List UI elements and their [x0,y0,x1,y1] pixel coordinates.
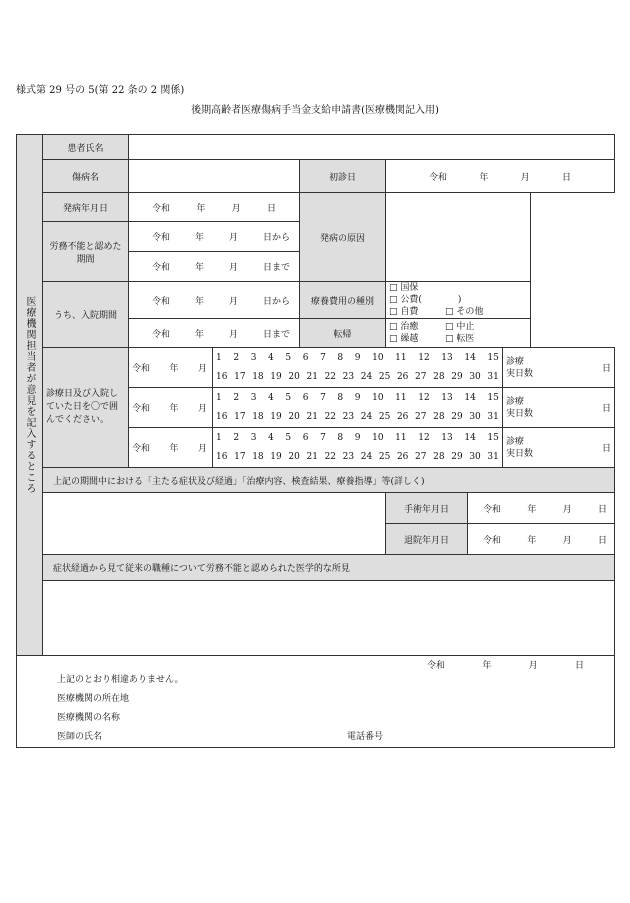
day-number[interactable]: 25 [378,411,391,422]
day-row-b [216,368,499,387]
checkbox-kouhi[interactable]: □ 公費( ) [389,295,462,305]
day-number[interactable]: 27 [415,411,427,422]
day-number[interactable]: 25 [378,371,391,382]
medical-opinion-header: 症状経過から見て従来の職種について労務不能と認められた医学的な所見 [43,555,615,581]
day-number[interactable]: 9 [354,392,361,403]
day-number[interactable]: 18 [252,411,264,422]
day-number[interactable]: 29 [451,371,463,382]
day-number[interactable]: 17 [234,411,246,422]
day-number[interactable]: 28 [433,371,445,382]
day-number[interactable]: 20 [288,371,300,382]
day-number[interactable]: 13 [441,432,453,443]
discharge-date-field[interactable]: 令和 年 月 日 [468,524,615,555]
day-number[interactable]: 22 [324,371,337,382]
day-number[interactable]: 13 [441,352,453,363]
day-number[interactable]: 15 [487,392,499,403]
incapacity-from[interactable]: 令和 年 月 日から [129,222,300,252]
day-number[interactable]: 31 [487,371,499,382]
day-number[interactable]: 2 [233,392,240,403]
month-3[interactable]: 令和 年 月 [129,428,213,468]
day-number[interactable]: 26 [396,371,409,382]
day-number[interactable]: 23 [342,411,355,422]
day-number[interactable]: 28 [433,451,445,462]
day-number[interactable]: 27 [415,371,427,382]
day-number[interactable]: 5 [285,352,292,363]
day-number[interactable]: 15 [487,352,499,363]
day-number[interactable]: 7 [320,352,326,363]
treatment-days-3[interactable]: 診療 実日数 日 [503,428,615,468]
day-number[interactable]: 29 [451,411,463,422]
incapacity-period-label: 労務不能と認めた期間 [43,222,129,282]
day-number[interactable]: 5 [285,432,292,443]
day-number[interactable]: 14 [464,352,476,363]
day-number[interactable]: 21 [306,371,318,382]
day-number[interactable]: 11 [395,432,407,443]
day-number[interactable]: 16 [216,411,228,422]
cost-type-label: 療養費用の種別 [300,282,386,319]
onset-date-label: 発病年月日 [43,193,129,222]
day-number[interactable]: 15 [487,432,499,443]
day-number[interactable]: 7 [320,392,326,403]
day-number[interactable]: 12 [418,352,430,363]
checkbox-chiyu[interactable]: □ 治癒 [389,322,419,332]
day-number[interactable]: 12 [418,432,430,443]
day-number[interactable]: 4 [268,432,274,443]
day-number[interactable]: 23 [342,451,355,462]
day-number[interactable]: 29 [451,451,463,462]
phone-label: 電話番号 [347,732,384,742]
patient-name-field[interactable] [129,135,615,160]
page-title: 後期高齢者医療傷病手当金支給申請書(医療機関記入用) [191,105,439,116]
application-form [16,134,615,748]
day-number[interactable]: 6 [302,392,309,403]
day-number[interactable]: 8 [337,392,344,403]
day-number[interactable]: 5 [285,392,292,403]
month-2[interactable]: 令和 年 月 [129,388,213,428]
disease-name-label: 傷病名 [43,160,129,193]
day-number[interactable]: 10 [372,352,384,363]
hospitalization-to[interactable]: 令和 年 月 日まで [129,319,300,348]
day-number[interactable]: 31 [487,451,499,462]
outcome-label: 転帰 [300,319,386,348]
day-number[interactable]: 16 [216,371,228,382]
day-number[interactable]: 7 [320,432,326,443]
day-row-a [216,349,499,368]
day-row-a [216,389,499,408]
treatment-days-1[interactable]: 診療 実日数 日 [503,348,615,388]
certification-statement: 上記のとおり相違ありません。 [57,675,184,685]
first-visit-date[interactable]: 令和 年 月 日 [386,160,615,193]
checkbox-jihi[interactable]: □ 自費 [389,307,419,317]
day-number[interactable]: 2 [233,432,240,443]
day-number[interactable]: 22 [324,411,337,422]
day-number[interactable]: 1 [216,432,222,443]
day-number[interactable]: 27 [415,451,427,462]
day-number[interactable]: 24 [360,371,373,382]
patient-name-label: 患者氏名 [43,135,129,160]
disease-name-field[interactable] [129,160,300,193]
day-number[interactable]: 1 [216,392,222,403]
day-number[interactable]: 4 [268,352,274,363]
day-number[interactable]: 9 [354,432,361,443]
day-number[interactable]: 10 [372,392,384,403]
day-number[interactable]: 22 [324,451,337,462]
day-number[interactable]: 31 [487,411,499,422]
hospitalization-label: うち、入院期間 [43,282,129,348]
day-number[interactable]: 6 [302,352,309,363]
discharge-date-label: 退院年月日 [386,524,468,555]
day-number[interactable]: 12 [418,392,430,403]
first-visit-label: 初診日 [300,160,386,193]
day-number[interactable]: 11 [395,352,407,363]
day-calendar-1[interactable] [213,348,503,388]
day-number[interactable]: 19 [270,411,282,422]
day-number[interactable]: 30 [469,371,481,382]
checkbox-kuriko[interactable]: □ 繰越 [389,334,419,344]
hospitalization-from[interactable]: 令和 年 月 日から [129,282,300,319]
day-number[interactable]: 20 [288,411,300,422]
checkbox-teni[interactable]: □ 転医 [445,334,475,344]
checkbox-chushi[interactable]: □ 中止 [445,322,475,332]
checkbox-kokuho[interactable]: □ 国保 [389,283,419,293]
certification-block: 令和 年 月 日 上記のとおり相違ありません。 医療機関の所在地 医療機関の名称 医師の氏名 電話番号 [17,656,615,748]
side-label: 医療機関担当者が意見を記入するところ [17,135,43,656]
day-number[interactable]: 16 [216,451,228,462]
treatment-days-2[interactable]: 診療 実日数 日 [503,388,615,428]
day-number[interactable]: 17 [234,371,246,382]
cost-type-options [386,282,531,319]
day-number[interactable]: 3 [250,432,257,443]
outcome-options [386,319,531,348]
day-number[interactable]: 24 [360,411,373,422]
day-number[interactable]: 13 [441,392,453,403]
surgery-date-label: 手術年月日 [386,493,468,524]
day-number[interactable]: 23 [342,371,355,382]
day-number[interactable]: 30 [469,451,481,462]
onset-date-field[interactable]: 令和 年 月 日 [129,193,300,222]
day-number[interactable]: 26 [396,411,409,422]
day-row-b [216,408,499,427]
day-number[interactable]: 3 [250,392,257,403]
onset-cause-field[interactable] [386,193,531,282]
day-number[interactable]: 25 [378,451,391,462]
day-number[interactable]: 14 [464,392,476,403]
day-number[interactable]: 19 [270,371,282,382]
symptoms-field[interactable] [43,493,386,555]
day-number[interactable]: 20 [288,451,300,462]
day-row-a [216,429,499,448]
day-number[interactable]: 10 [372,432,384,443]
day-number[interactable]: 1 [216,352,222,363]
form-number: 様式第 29 号の 5(第 22 条の 2 関係) [16,85,185,96]
day-number[interactable]: 18 [252,451,264,462]
doctor-name-label: 医師の氏名 [57,732,103,742]
day-number[interactable]: 21 [306,451,318,462]
day-number[interactable]: 8 [337,432,344,443]
day-number[interactable]: 24 [360,451,373,462]
institution-name-label: 医療機関の名称 [57,713,121,723]
visit-days-instruction: 診療日及び入院していた日を〇で囲んでください。 [43,348,129,468]
day-number[interactable]: 17 [234,451,246,462]
day-number[interactable]: 14 [464,432,476,443]
day-number[interactable]: 18 [252,371,264,382]
onset-cause-label: 発病の原因 [300,193,386,282]
day-number[interactable]: 19 [270,451,282,462]
day-calendar-3[interactable] [213,428,503,468]
day-number[interactable]: 28 [433,411,445,422]
medical-opinion-field[interactable] [43,581,615,656]
day-number[interactable]: 30 [469,411,481,422]
day-number[interactable]: 21 [306,411,318,422]
month-1[interactable]: 令和 年 月 [129,348,213,388]
day-number[interactable]: 9 [354,352,361,363]
day-number[interactable]: 11 [395,392,407,403]
symptoms-header: 上記の期間中における「主たる症状及び経過」「治療内容、検査結果、療養指導」等(詳しく) [43,468,615,493]
day-row-b [216,448,499,467]
day-calendar-2[interactable] [213,388,503,428]
day-number[interactable]: 3 [250,352,257,363]
day-number[interactable]: 2 [233,352,240,363]
checkbox-sonota[interactable]: □ その他 [445,307,484,317]
day-number[interactable]: 8 [337,352,344,363]
incapacity-to[interactable]: 令和 年 月 日まで [129,252,300,282]
institution-address-label: 医療機関の所在地 [57,694,130,704]
day-number[interactable]: 26 [396,451,409,462]
day-number[interactable]: 6 [302,432,309,443]
day-number[interactable]: 4 [268,392,274,403]
surgery-date-field[interactable]: 令和 年 月 日 [468,493,615,524]
